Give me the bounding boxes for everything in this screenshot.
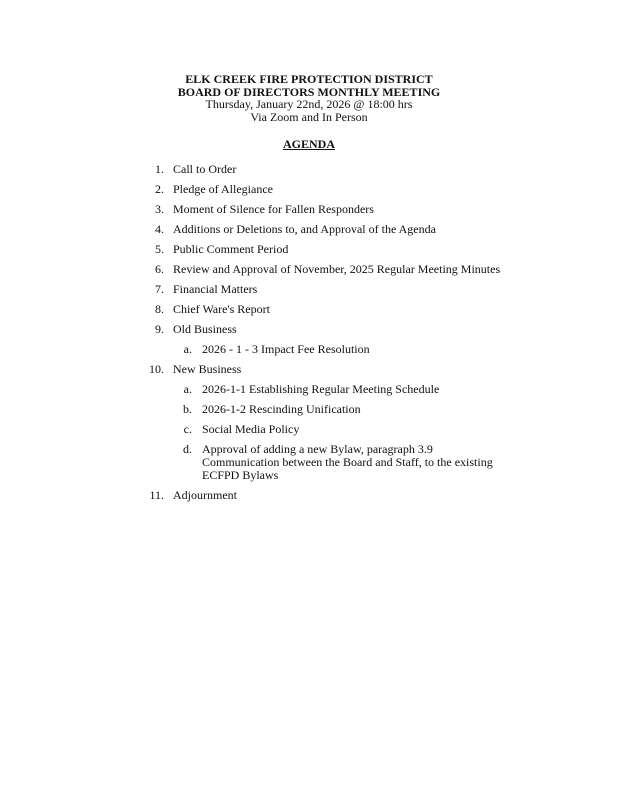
agenda-subitem-letter: c. <box>183 422 192 436</box>
agenda-subitem-text: 2026-1-1 Establishing Regular Meeting Schedule <box>202 382 440 396</box>
agenda-item-number: 1. <box>155 162 164 176</box>
agenda-item-text: Old Business <box>173 322 237 336</box>
agenda-item-number: 4. <box>155 222 164 236</box>
agenda-subitem <box>0 343 618 356</box>
agenda-item-number: 10. <box>149 362 164 376</box>
agenda-item-number: 7. <box>155 282 164 296</box>
agenda-subitem-letter: d. <box>183 442 192 456</box>
agenda-subitem <box>0 383 618 396</box>
agenda-item <box>0 303 618 316</box>
agenda-item <box>0 183 618 196</box>
agenda-item-number: 2. <box>155 182 164 196</box>
agenda-subitem <box>0 443 618 482</box>
agenda-item-new-business <box>0 363 618 482</box>
agenda-item <box>0 163 618 176</box>
agenda-item-number: 11. <box>149 488 164 502</box>
agenda-item-text: New Business <box>173 362 242 376</box>
agenda-subitem-letter: a. <box>183 382 192 396</box>
agenda-item-text: Public Comment Period <box>173 242 289 256</box>
agenda-item-number: 9. <box>155 322 164 336</box>
agenda-subitem <box>0 403 618 416</box>
district-name: ELK CREEK FIRE PROTECTION DISTRICT <box>185 72 433 86</box>
agenda-item-text: Chief Ware's Report <box>173 302 270 316</box>
agenda-item <box>0 283 618 296</box>
agenda-subitem-text: Social Media Policy <box>202 422 300 436</box>
agenda-subitem-text: Approval of adding a new Bylaw, paragraph 3.9 Communication between the Board and Staff, to the existing ECFPD Bylaws <box>202 442 493 482</box>
agenda-subitem-letter: b. <box>183 402 192 416</box>
meeting-title: BOARD OF DIRECTORS MONTHLY MEETING <box>177 84 441 99</box>
agenda-item <box>0 243 618 256</box>
agenda-item-old-business <box>0 323 618 356</box>
agenda-item-text: Moment of Silence for Fallen Responders <box>173 202 374 216</box>
agenda-item <box>0 223 618 236</box>
meeting-location: Via Zoom and In Person <box>250 109 368 124</box>
agenda-item-text: Review and Approval of November, 2025 Regular Meeting Minutes <box>173 262 501 276</box>
meeting-header <box>0 73 618 123</box>
agenda-item-number: 8. <box>155 302 164 316</box>
agenda-item <box>0 489 618 502</box>
agenda-subitem <box>0 423 618 436</box>
agenda-item-text: Financial Matters <box>173 282 258 296</box>
agenda-item-text: Additions or Deletions to, and Approval of the Agenda <box>173 222 436 236</box>
agenda-item-text: Pledge of Allegiance <box>173 182 273 196</box>
agenda-item <box>0 263 618 276</box>
agenda-subitem-text: 2026 - 1 - 3 Impact Fee Resolution <box>202 342 370 356</box>
agenda-item <box>0 203 618 216</box>
agenda-item-text: Call to Order <box>173 162 237 176</box>
agenda-item-number: 5. <box>155 242 164 256</box>
agenda-heading: AGENDA <box>282 137 335 151</box>
agenda-item-number: 3. <box>155 202 164 216</box>
agenda-subitem-letter: a. <box>183 342 192 356</box>
agenda-subitem-text: 2026-1-2 Rescinding Unification <box>202 402 361 416</box>
meeting-datetime: Thursday, January 22nd, 2026 @ 18:00 hrs <box>205 97 413 111</box>
agenda-list <box>0 163 618 509</box>
agenda-item-number: 6. <box>155 262 164 276</box>
agenda-item-text: Adjournment <box>173 488 237 502</box>
